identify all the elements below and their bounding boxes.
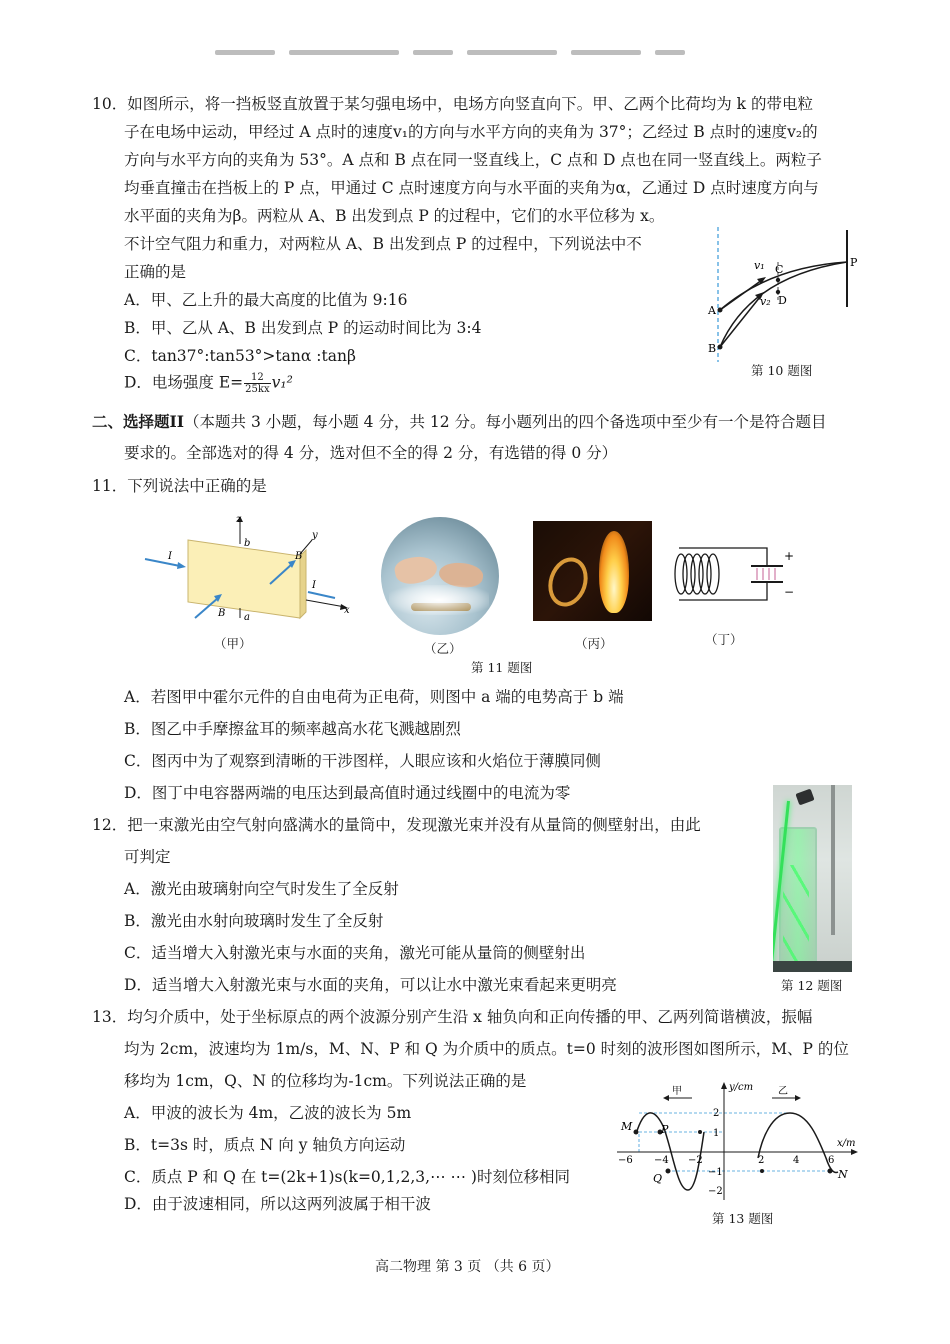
q10-option-d-suffix: v₁² [271,373,293,392]
hall-b-label-1: B [295,551,303,562]
q13-option-b: B．t=3s 时，质点 N 向 y 轴负方向运动 [124,1136,406,1154]
q13-label-n: N [838,1168,848,1181]
q13-label-yi: 乙 [778,1086,788,1097]
q11-label-ding: （丁） [705,632,743,647]
q13-x-tick-labels [618,1155,834,1166]
section2-line-1: （本题共 3 小题，每小题 4 分，共 12 分。每小题列出的四个备选项中至少有一个是符合题目 [184,413,827,431]
q13-ytick-1: 1 [713,1128,720,1139]
q10-option-d-denominator: 25kx [245,384,270,395]
q12-stand-pole [831,785,835,935]
q13-wave-graph [612,1078,864,1206]
q10-label-c: C [775,263,784,276]
q11-option-b: B．图乙中手摩擦盆耳的频率越高水花飞溅越剧烈 [124,720,461,738]
q10-line-6: 不计空气阻力和重力，对两粒从 A、B 出发到点 P 的过程中，下列说法中不 [124,235,642,253]
q13-line-3: 移均为 1cm，Q、N 的位移均为-1cm。下列说法正确的是 [124,1072,527,1090]
q13-xtick-4: 4 [793,1155,800,1166]
q13-option-d: D．由于波速相同，所以这两列波属于相干波 [124,1195,431,1213]
q10-point-c [776,278,780,282]
q10-label-b: B [708,342,717,355]
page-footer: 高二物理 第 3 页 （共 6 页） [375,1259,560,1275]
q13-label-q: Q [653,1172,663,1185]
q11-figure-caption: 第 11 题图 [471,660,533,675]
hall-current-out [308,592,335,598]
q12-laser-head [795,789,814,806]
q12-base [773,961,852,972]
q10-point-b [718,345,723,350]
lc-coil [675,554,719,594]
q10-option-d-fraction [244,372,270,395]
q13-ylabel: y/cm [729,1082,754,1093]
q13-wave-jia [636,1113,704,1190]
q10-label-v2: v₂ [760,295,771,308]
hall-x-axis [306,600,345,607]
q10-label-d: D [778,294,787,307]
q13-ytick-neg2: −2 [708,1186,723,1197]
q11-fig-yi-photo [381,517,499,635]
q10-line-4: 均垂直撞击在挡板上的 P 点，甲通过 C 点时速度方向与水平面的夹角为α，乙通过 D 点时速度方向与 [124,179,819,197]
q13-option-a: A．甲波的波长为 4m，乙波的波长为 5m [124,1104,412,1122]
hall-current-in [145,559,180,566]
q12-line-1: 12．把一束激光由空气射向盛满水的量筒中，发现激光束并没有从量筒的侧壁射出，由此 [92,816,701,834]
q11-fig-ding [667,538,797,618]
q10-line-7: 正确的是 [124,263,187,281]
q10-line-1: 10．如图所示，将一挡板竖直放置于某匀强电场中，电场方向竖直向下。甲、乙两个比荷均为 k 的带电粒 [92,95,813,113]
q10-option-a: A．甲、乙上升的最大高度的比值为 9:16 [124,291,408,309]
q13-point-2-1 [698,1130,702,1134]
q10-line-3: 方向与水平方向的夹角为 53°。A 点和 B 点在同一竖直线上，C 点和 D 点也在同一竖直线上。两粒子 [124,151,822,169]
q13-label-m: M [621,1120,633,1133]
q13-figure-caption: 第 13 题图 [712,1211,774,1226]
q10-option-d-numerator: 12 [244,372,270,384]
section2-heading [92,412,827,432]
bing-flame [599,531,629,613]
hall-current-in-head [177,562,186,569]
q13-xlabel: x/m [837,1138,856,1149]
q13-point-m [634,1130,639,1135]
cut-header-strip [215,42,775,60]
hall-a-label: a [244,612,250,623]
q13-y-arrowhead [721,1082,727,1089]
bing-film-ring [542,552,594,611]
q13-xtick-2: 2 [758,1155,765,1166]
q13-label-p: P [661,1123,669,1136]
section2-title: 二、选择题II [92,412,185,431]
q11-option-a: A．若图甲中霍尔元件的自由电荷为正电荷，则图中 a 端的电势高于 b 端 [124,688,624,706]
hall-y-label: y [312,530,318,541]
q13-ytick-2: 2 [713,1108,720,1119]
q13-ytick-neg1: −1 [708,1167,723,1178]
q10-line-2: 子在电场中运动，甲经过 A 点时的速度v₁的方向与水平方向的夹角为 37°；乙经过 B 点时的速度v₂的 [124,123,818,141]
q10-option-d-prefix: D．电场强度 E= [124,373,244,392]
lc-field-lines [757,568,775,580]
q13-point-x2 [760,1169,764,1173]
q13-arrow-jia-head [663,1095,669,1101]
hall-element [188,540,303,618]
q10-option-b: B．甲、乙从 A、B 出发到点 P 的运动时间比为 3:4 [124,319,482,337]
q13-point-q [666,1169,671,1174]
q10-option-d [124,372,293,395]
yi-hand-left [393,553,439,587]
q12-option-a: A．激光由玻璃射向空气时发生了全反射 [124,880,399,898]
q11-fig-jia [140,514,365,624]
q13-xtick-6: 6 [828,1155,835,1166]
q12-option-c: C．适当增大入射激光束与水面的夹角，激光可能从量筒的侧壁射出 [124,944,586,962]
q11-option-c: C．图丙中为了观察到清晰的干涉图样，人眼应该和火焰位于薄膜同侧 [124,752,601,770]
q12-laser-zigzag [783,865,809,961]
section2-line-2: 要求的。全部选对的得 4 分，选对但不全的得 2 分，有选错的得 0 分） [124,444,618,462]
q12-laser-photo [773,785,852,972]
q13-label-jia: 甲 [672,1086,682,1097]
q13-xtick-neg6: −6 [618,1155,633,1166]
q11-fig-bing-photo [533,521,652,621]
q10-figure-caption: 第 10 题图 [751,363,813,378]
q11-stem: 11．下列说法中正确的是 [92,477,267,495]
q12-line-2: 可判定 [124,848,171,866]
q13-xtick-neg4: −4 [654,1155,669,1166]
q10-label-p: P [850,256,858,269]
q13-option-c: C．质点 P 和 Q 在 t=(2k+1)s(k=0,1,2,3,⋯ ⋯ )时刻位移相同 [124,1168,570,1186]
q13-point-n [828,1169,833,1174]
hall-current-in-label: I [168,551,172,562]
lc-plus-label: + [784,549,795,563]
q12-option-b: B．激光由水射向玻璃时发生了全反射 [124,912,384,930]
q10-figure [700,222,870,362]
q12-figure-caption: 第 12 题图 [781,978,843,993]
q13-xtick-neg2: −2 [688,1155,703,1166]
hall-current-out-label: I [312,580,316,591]
q10-label-v1: v₁ [754,259,765,272]
q13-x-arrowhead [851,1149,858,1155]
q13-line-2: 均为 2cm，波速均为 1m/s，M、N、P 和 Q 为介质中的质点。t=0 时刻的波形图如图所示，M、P 的位 [124,1040,849,1058]
q10-label-a: A [708,304,716,317]
q10-line-5: 水平面的夹角为β。两粒从 A、B 出发到点 P 的过程中，它们的水平位移为 x。 [124,207,665,225]
lc-minus-label: − [784,585,795,599]
q11-label-bing: （丙） [575,636,613,651]
q13-arrow-yi-head [795,1095,801,1101]
q10-point-a [718,308,723,313]
hall-b-label-2: B [218,608,226,619]
hall-x-label: x [344,605,350,616]
hall-z-label: z [236,514,242,525]
yi-splash [389,585,489,615]
q11-label-yi: （乙） [424,641,462,656]
hall-b-end-label: b [244,538,251,549]
q11-option-d: D．图丁中电容器两端的电压达到最高值时通过线圈中的电流为零 [124,784,571,802]
q13-line-1: 13．均匀介质中，处于坐标原点的两个波源分别产生沿 x 轴负向和正向传播的甲、乙两列简谐横波，振幅 [92,1008,813,1026]
q10-option-c: C．tan37°:tan53°>tanα :tanβ [124,347,356,365]
q11-label-jia: （甲） [214,636,252,651]
q12-option-d: D．适当增大入射激光束与水面的夹角，可以让水中激光束看起来更明亮 [124,976,617,994]
